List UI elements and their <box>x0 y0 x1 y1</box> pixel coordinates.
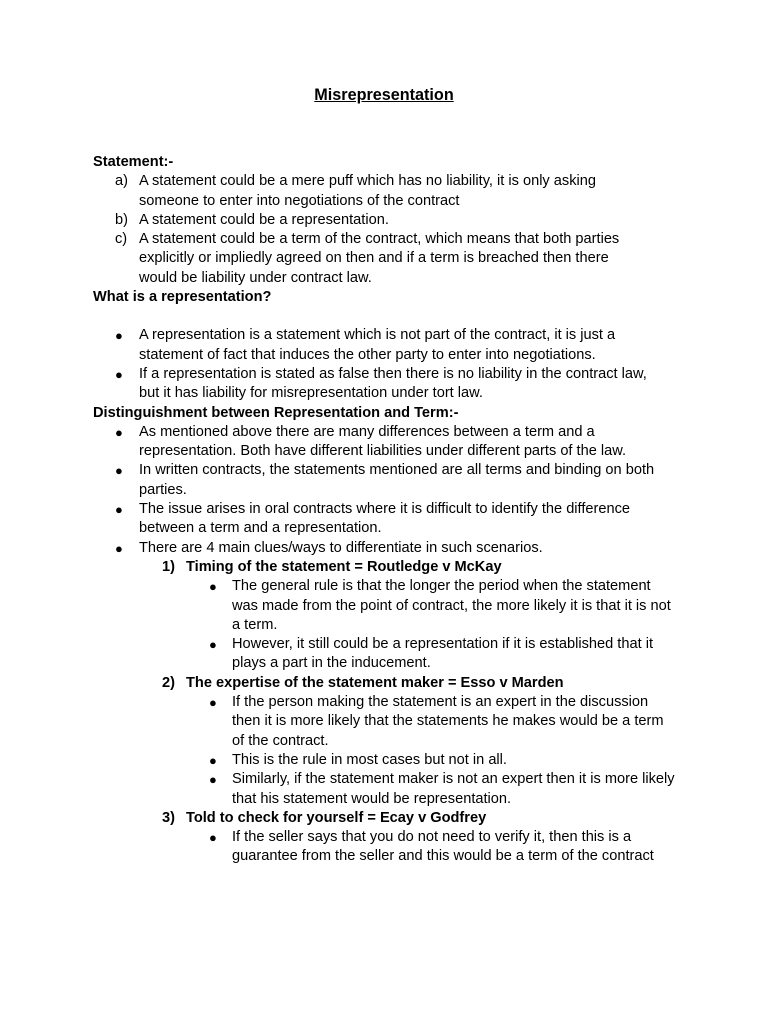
bullet-icon: ● <box>115 502 123 518</box>
bullet-item-text: A representation is a statement which is not part of the contract, it is just a statement of fact that induces the other party to enter into negotiations. <box>139 327 616 363</box>
bullet-item <box>93 828 693 867</box>
bullet-item-text: In written contracts, the statements mentioned are all terms and binding on both parties. <box>139 462 655 498</box>
list-item <box>93 230 693 288</box>
bullet-icon: ● <box>115 540 123 556</box>
bullet-item <box>93 326 693 365</box>
bullet-item-text: If the person making the statement is an expert in the discussion then it is more likely that the statements he makes would be a term of the contract. <box>232 694 664 749</box>
bullet-icon: ● <box>209 752 217 768</box>
number-marker: 2) <box>162 674 175 691</box>
bullet-item-text: Similarly, if the statement maker is not an expert then it is more likely that his statement would be representation. <box>232 771 675 807</box>
bullet-icon: ● <box>115 366 123 382</box>
bullet-item-text: The issue arises in oral contracts where it is difficult to identify the difference between a term and a representation. <box>139 501 631 537</box>
list-marker: b) <box>115 211 128 228</box>
clue-title: Timing of the statement = Routledge v McKay <box>186 558 502 575</box>
list-marker: a) <box>115 173 128 190</box>
numbered-item <box>93 558 693 577</box>
bullet-item-text: However, it still could be a representation if it is established that it plays a part in the inducement. <box>232 636 654 672</box>
number-marker: 3) <box>162 809 175 826</box>
bullet-item <box>93 539 693 558</box>
list-item-text: A statement could be a term of the contract, which means that both parties explicitly or impliedly agreed on then and if a term is breached then there would be liability under contract law. <box>139 231 620 286</box>
bullet-item-text: The general rule is that the longer the period when the statement was made from the point of contract, the more likely it is that it is not a term. <box>232 578 671 633</box>
numbered-item <box>93 809 693 828</box>
bullet-item <box>93 693 693 751</box>
bullet-icon: ● <box>209 579 217 595</box>
bullet-item <box>93 500 693 539</box>
bullet-item <box>93 577 693 635</box>
spacer <box>93 307 693 326</box>
bullet-icon: ● <box>115 463 123 479</box>
list-marker: c) <box>115 231 128 248</box>
page-title: Misrepresentation <box>314 86 454 104</box>
bullet-item-text: There are 4 main clues/ways to differentiate in such scenarios. <box>139 539 543 556</box>
bullet-item-text: If the seller says that you do not need to verify it, then this is a guarantee from the seller and this would be a term of the contract <box>232 829 654 865</box>
bullet-icon: ● <box>209 830 217 846</box>
bullet-item <box>93 770 693 809</box>
list-item-text: A statement could be a representation. <box>139 211 389 228</box>
bullet-item-text: If a representation is stated as false then there is no liability in the contract law, but it has liability for misrepresentation under tort law. <box>139 365 647 402</box>
bullet-icon: ● <box>209 772 217 788</box>
document-body <box>93 153 693 867</box>
bullet-icon: ● <box>115 424 123 440</box>
bullet-item <box>93 423 693 462</box>
bullet-icon: ● <box>115 328 123 344</box>
bullet-icon: ● <box>209 637 217 653</box>
section-heading-statement: Statement:- <box>93 154 174 170</box>
section-heading-distinguishment: Distinguishment between Representation and Term:- <box>93 404 459 421</box>
list-item <box>93 211 693 230</box>
bullet-item <box>93 635 693 674</box>
bullet-item <box>93 461 693 500</box>
bullet-item <box>93 751 693 770</box>
number-marker: 1) <box>162 558 175 575</box>
list-item <box>93 172 693 211</box>
bullet-item-text: This is the rule in most cases but not in all. <box>232 751 507 768</box>
numbered-item <box>93 674 693 693</box>
clue-title: The expertise of the statement maker = Esso v Marden <box>186 674 564 691</box>
list-item-text: A statement could be a mere puff which has no liability, it is only asking someone to enter into negotiations of the contract <box>139 173 596 209</box>
section-heading-representation: What is a representation? <box>93 289 272 306</box>
bullet-icon: ● <box>209 695 217 711</box>
bullet-item <box>93 365 693 404</box>
bullet-item-text: As mentioned above there are many differences between a term and a representation. Both have different liabilities under different parts of the law. <box>139 423 627 460</box>
clue-title: Told to check for yourself = Ecay v Godfrey <box>186 809 487 826</box>
